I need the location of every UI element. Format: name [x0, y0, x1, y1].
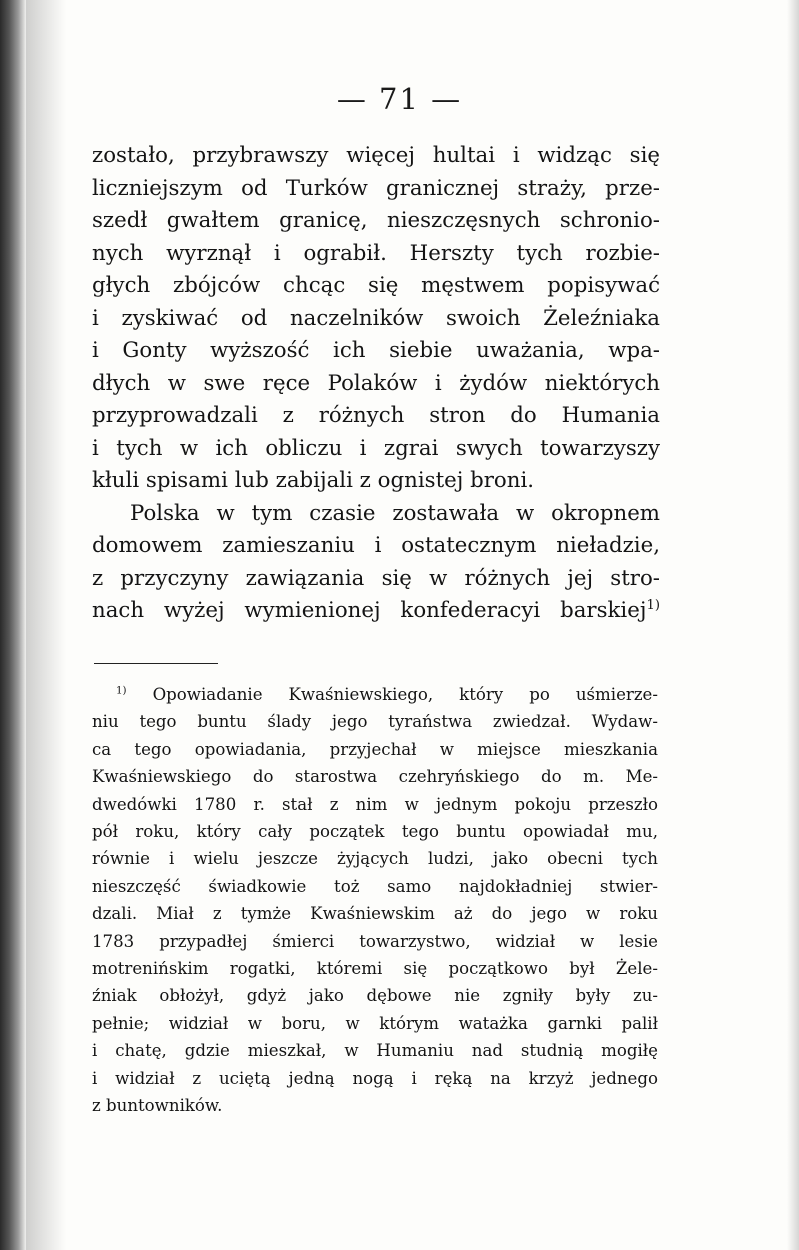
text-line-content: nach wyżej wymienionej konfederacyi barskiej: [92, 598, 647, 623]
footnote-line: dwedówki 1780 r. stał z nim w jednym pokoju przeszło: [92, 794, 658, 814]
text-line: i zyskiwać od naczelników swoich Żeleźniaka: [92, 305, 660, 331]
footnote-line: i chatę, gdzie mieszkał, w Humaniu nad studnią mogiłę: [92, 1041, 658, 1061]
footnote-line: dzali. Miał z tymże Kwaśniewskim aż do jego w roku: [92, 904, 658, 924]
text-line: dłych w swe ręce Polaków i żydów niektórych: [92, 370, 660, 396]
footnote-line: nieszczęść świadkowie toż samo najdokładniej stwier-: [92, 876, 658, 896]
footnote-line: 1783 przypadłej śmierci towarzystwo, widział w lesie: [92, 931, 658, 951]
footnote-line: [92, 681, 658, 708]
main-text-body: [92, 140, 660, 628]
paragraph-start-line: Polska w tym czasie zostawała w okropnem: [130, 500, 660, 526]
text-line: przyprowadzali z różnych stron do Humania: [92, 403, 660, 428]
footnote-line: Kwaśniewskiego do starostwa czehryńskiego do m. Me-: [92, 767, 658, 787]
footnote-line: i widział z uciętą jedną nogą i ręką na krzyż jednego: [92, 1068, 658, 1088]
footnote-marker: 1): [116, 684, 127, 697]
page-edge-shadow: [787, 0, 799, 1250]
footnote-line-content: Opowiadanie Kwaśniewskiego, który po uśmierze-: [152, 685, 658, 704]
text-line: z przyczyny zawiązania się w różnych jej stro-: [92, 565, 660, 591]
footnote-line: pół roku, który cały początek tego buntu opowiadał mu,: [92, 822, 658, 842]
footnote-line: źniak obłożył, gdyż jako dębowe nie zgniły były zu-: [92, 986, 658, 1006]
page-number: — 71 —: [336, 82, 463, 116]
text-line: szedł gwałtem granicę, nieszczęsnych schronio-: [92, 208, 660, 233]
text-line-with-footnote-ref: [92, 595, 660, 628]
text-line: zostało, przybrawszy więcej hultai i widząc się: [92, 143, 660, 168]
footnote-line: równie i wielu jeszcze żyjących ludzi, jako obecni tych: [92, 849, 658, 869]
footnote-line: ca tego opowiadania, przyjechał w miejsce mieszkania: [92, 739, 658, 759]
footnote-line: z buntowników.: [92, 1096, 223, 1116]
text-line: i Gonty wyższość ich siebie uważania, wpa-: [92, 338, 660, 363]
text-line: liczniejszym od Turków granicznej straży, prze-: [92, 175, 660, 201]
footnote-reference: 1): [646, 597, 660, 613]
footnote-body: [92, 681, 658, 1120]
footnote-separator: [94, 663, 218, 664]
text-line: i tych w ich obliczu i zgrai swych towarzyszy: [92, 435, 660, 461]
footnote-line: motrenińskim rogatki, któremi się początkowo był Żele-: [92, 959, 658, 979]
book-binding-shadow: [0, 0, 26, 1250]
text-line: nych wyrznął i ograbił. Herszty tych rozbie-: [92, 240, 660, 266]
binding-gradient: [26, 0, 66, 1250]
text-line: kłuli spisami lub zabijali z ognistej broni.: [92, 468, 535, 493]
footnote-line: niu tego buntu ślady jego tyraństwa zwiedzał. Wydaw-: [92, 712, 658, 732]
text-line: domowem zamieszaniu i ostatecznym nieładzie,: [92, 533, 660, 558]
text-line: głych zbójców chcąc się męstwem popisywać: [92, 273, 660, 298]
footnote-line: pełnie; widział w boru, w którym watażka garnki palił: [92, 1013, 658, 1033]
